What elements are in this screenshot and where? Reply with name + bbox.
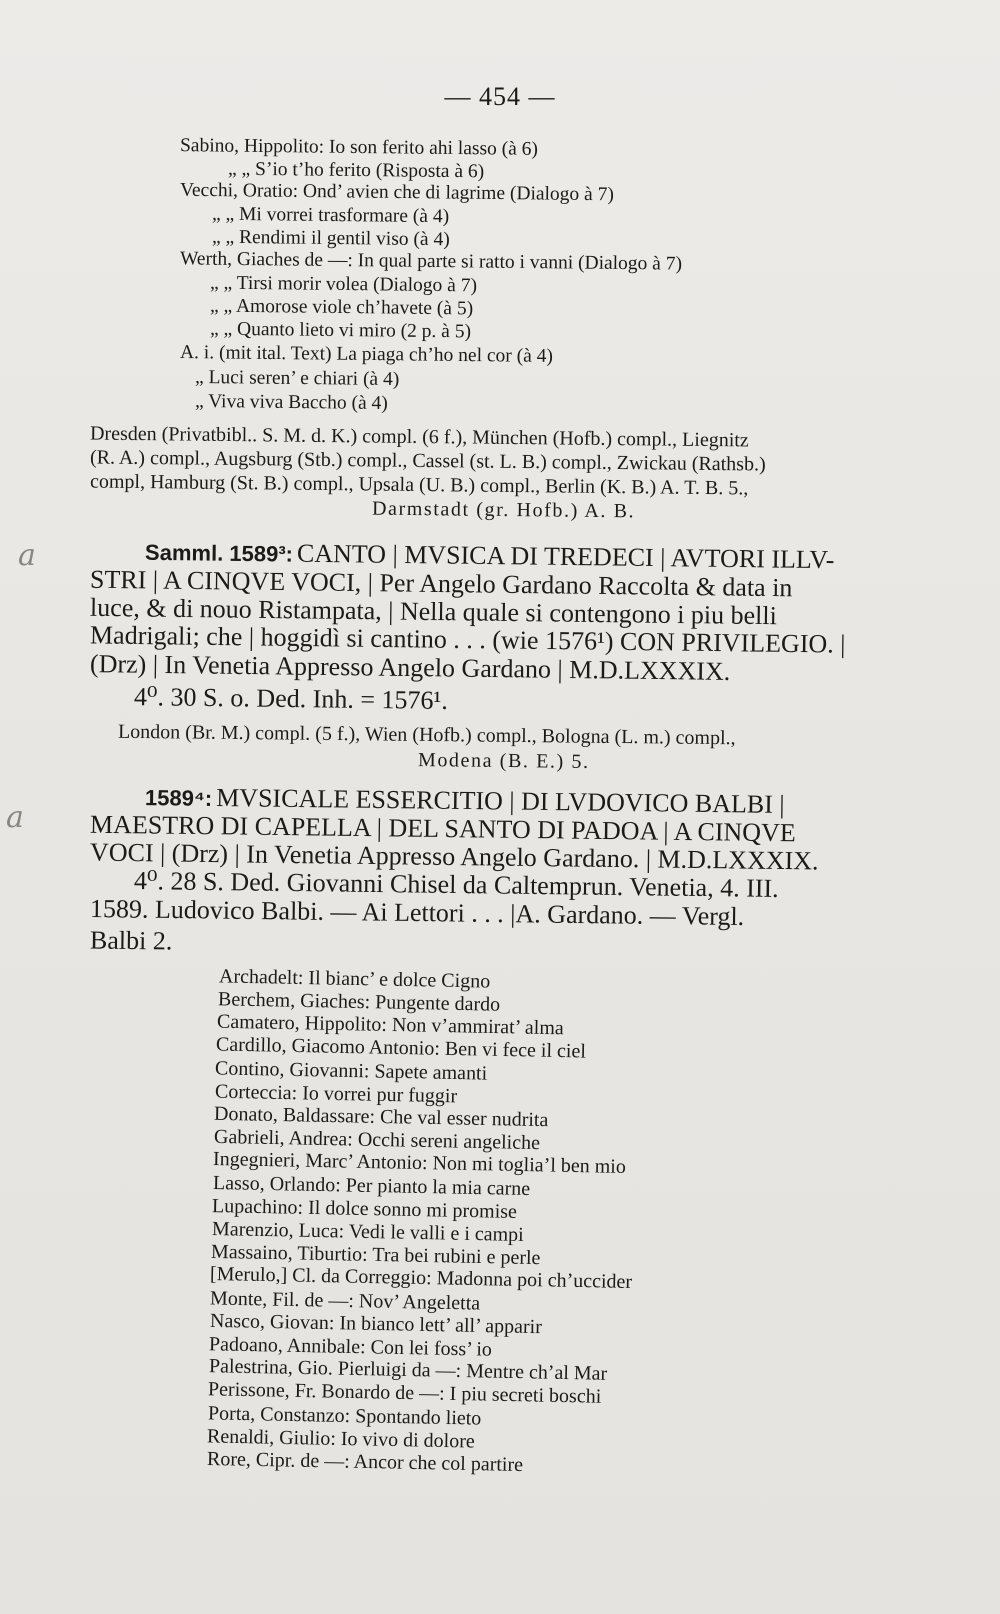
page-number: — 454 —	[444, 82, 556, 111]
attribution-line: „ „ S’io t’ho ferito (Risposta à 6)	[227, 158, 485, 183]
library-line: Modena (B. E.) 5.	[417, 749, 590, 773]
contents-item: Porta, Constanzo: Spontando lieto	[207, 1402, 482, 1430]
attribution-line: Sabino, Hippolito: Io son ferito ahi lasso (à 6)	[179, 135, 539, 160]
library-line: London (Br. M.) compl. (5 f.), Wien (Hofb.) compl., Bologna (L. m.) compl.,	[117, 720, 736, 750]
contents-item: Cardillo, Giacomo Antonio: Ben vi fece il ciel	[215, 1033, 587, 1063]
contents-item: Marenzio, Luca: Vedi le valli e i campi	[211, 1218, 524, 1246]
contents-item: Lupachino: Il dolce sonno mi promise	[211, 1195, 518, 1223]
entry-line: Balbi 2.	[89, 925, 173, 956]
contents-item: Archadelt: Il bianc’ e dolce Cigno	[218, 965, 491, 993]
contents-item: Lasso, Orlando: Per pianto la mia carne	[212, 1171, 531, 1201]
contents-item: Corteccia: Io vorrei pur fuggir	[214, 1080, 458, 1108]
contents-item: Berchem, Giaches: Pungente dardo	[217, 988, 501, 1016]
library-line: Dresden (Privatbibl.. S. M. d. K.) compl. (6 f.), München (Hofb.) compl., Liegnitz	[89, 422, 749, 452]
contents-item: Rore, Cipr. de —: Ancor che col partire	[206, 1447, 524, 1477]
entry-label: Samml. 1589³:	[144, 539, 294, 567]
contents-item: Donato, Baldassare: Che val esser nudrita	[213, 1102, 549, 1132]
attribution-line: „ „ Quanto lieto vi miro (2 p. à 5)	[209, 318, 472, 343]
attribution-line: „ Viva viva Baccho (à 4)	[194, 390, 388, 415]
attribution-line: Werth, Giaches de —: In qual parte si ratto i vanni (Dialogo à 7)	[179, 248, 683, 275]
contents-item: Palestrina, Gio. Pierluigi da —: Mentre ch’al Mar	[208, 1355, 608, 1385]
contents-item: Renaldi, Giulio: Io vivo di dolore	[206, 1425, 475, 1453]
contents-item: Monte, Fil. de —: Nov’ Angeletta	[209, 1287, 481, 1315]
contents-item: Ingegnieri, Marc’ Antonio: Non mi toglia’l ben mio	[212, 1148, 627, 1178]
entry-label: 1589⁴:	[144, 785, 213, 811]
attribution-line: A. i. (mit ital. Text) La piaga ch’ho nel cor (à 4)	[179, 342, 554, 367]
library-line: compl, Hamburg (St. B.) compl., Upsala (U. B.) compl., Berlin (K. B.) A. T. B. 5.,	[89, 470, 749, 500]
attribution-line: Vecchi, Oratio: Ond’ avien che di lagrime (Dialogo à 7)	[179, 179, 615, 206]
library-line: (R. A.) compl., Augsburg (Stb.) compl., Cassel (st. L. B.) compl., Zwickau (Rathsb.)	[89, 446, 766, 476]
entry-line: Madrigali; che | hoggidì si cantino . . . (wie 1576¹) CON PRIVILEGIO. |	[89, 620, 846, 659]
entry-title: MVSICALE ESSERCITIO | DI LVDOVICO BALBI |	[216, 782, 785, 819]
entry-line: (Drz) | In Venetia Appresso Angelo Gardano | M.D.LXXXIX.	[89, 649, 731, 686]
margin-note-1: a	[18, 538, 36, 573]
entry-line: VOCI | (Drz) | In Venetia Appresso Angelo Gardano. | M.D.LXXXIX.	[89, 837, 819, 876]
entry-line: MAESTRO DI CAPELLA | DEL SANTO DI PADOA | A CINQVE	[89, 809, 796, 848]
attribution-line: „ „ Tirsi morir volea (Dialogo à 7)	[209, 272, 478, 297]
attribution-line: „ „ Rendimi il gentil viso (à 4)	[211, 226, 450, 251]
contents-item: Camatero, Hippolito: Non v’ammirat’ alma	[216, 1010, 564, 1040]
library-line: Darmstadt (gr. Hofb.) A. B.	[371, 497, 636, 523]
contents-item: Nasco, Giovan: In bianco lett’ all’ apparir	[209, 1309, 543, 1339]
entry-line: STRI | A CINQVE VOCI, | Per Angelo Gardano Raccolta & data in	[89, 564, 793, 603]
entry-line: 4⁰. 28 S. Ded. Giovanni Chisel da Caltemprun. Venetia, 4. III.	[133, 866, 779, 903]
contents-item: Gabrieli, Andrea: Occhi sereni angeliche	[213, 1125, 541, 1155]
attribution-line: „ „ Mi vorrei trasformare (à 4)	[211, 203, 450, 228]
entry-line: 1589. Ludovico Balbi. — Ai Lettori . . . |A. Gardano. — Vergl.	[89, 894, 745, 931]
entry-line: luce, & di nouo Ristampata, | Nella quale si contengono i piu belli	[89, 592, 778, 631]
contents-item: [Merulo,] Cl. da Correggio: Madonna poi ch’uccider	[209, 1262, 633, 1294]
entry-title: CANTO | MVSICA DI TREDECI | AVTORI ILLV-	[296, 538, 835, 575]
attribution-line: „ „ Amorose viole ch’havete (à 5)	[209, 295, 474, 320]
entry-line: 4⁰. 30 S. o. Ded. Inh. = 1576¹.	[133, 682, 448, 715]
contents-item: Perissone, Fr. Bonardo de —: I piu secreti boschi	[207, 1378, 602, 1408]
contents-item: Massaino, Tiburtio: Tra bei rubini e perle	[210, 1240, 541, 1270]
contents-item: Padoano, Annibale: Con lei foss’ io	[208, 1333, 493, 1361]
margin-note-2: a	[6, 800, 24, 835]
attribution-line: „ Luci seren’ e chiari (à 4)	[194, 366, 400, 391]
contents-item: Contino, Giovanni: Sapete amanti	[214, 1057, 488, 1085]
